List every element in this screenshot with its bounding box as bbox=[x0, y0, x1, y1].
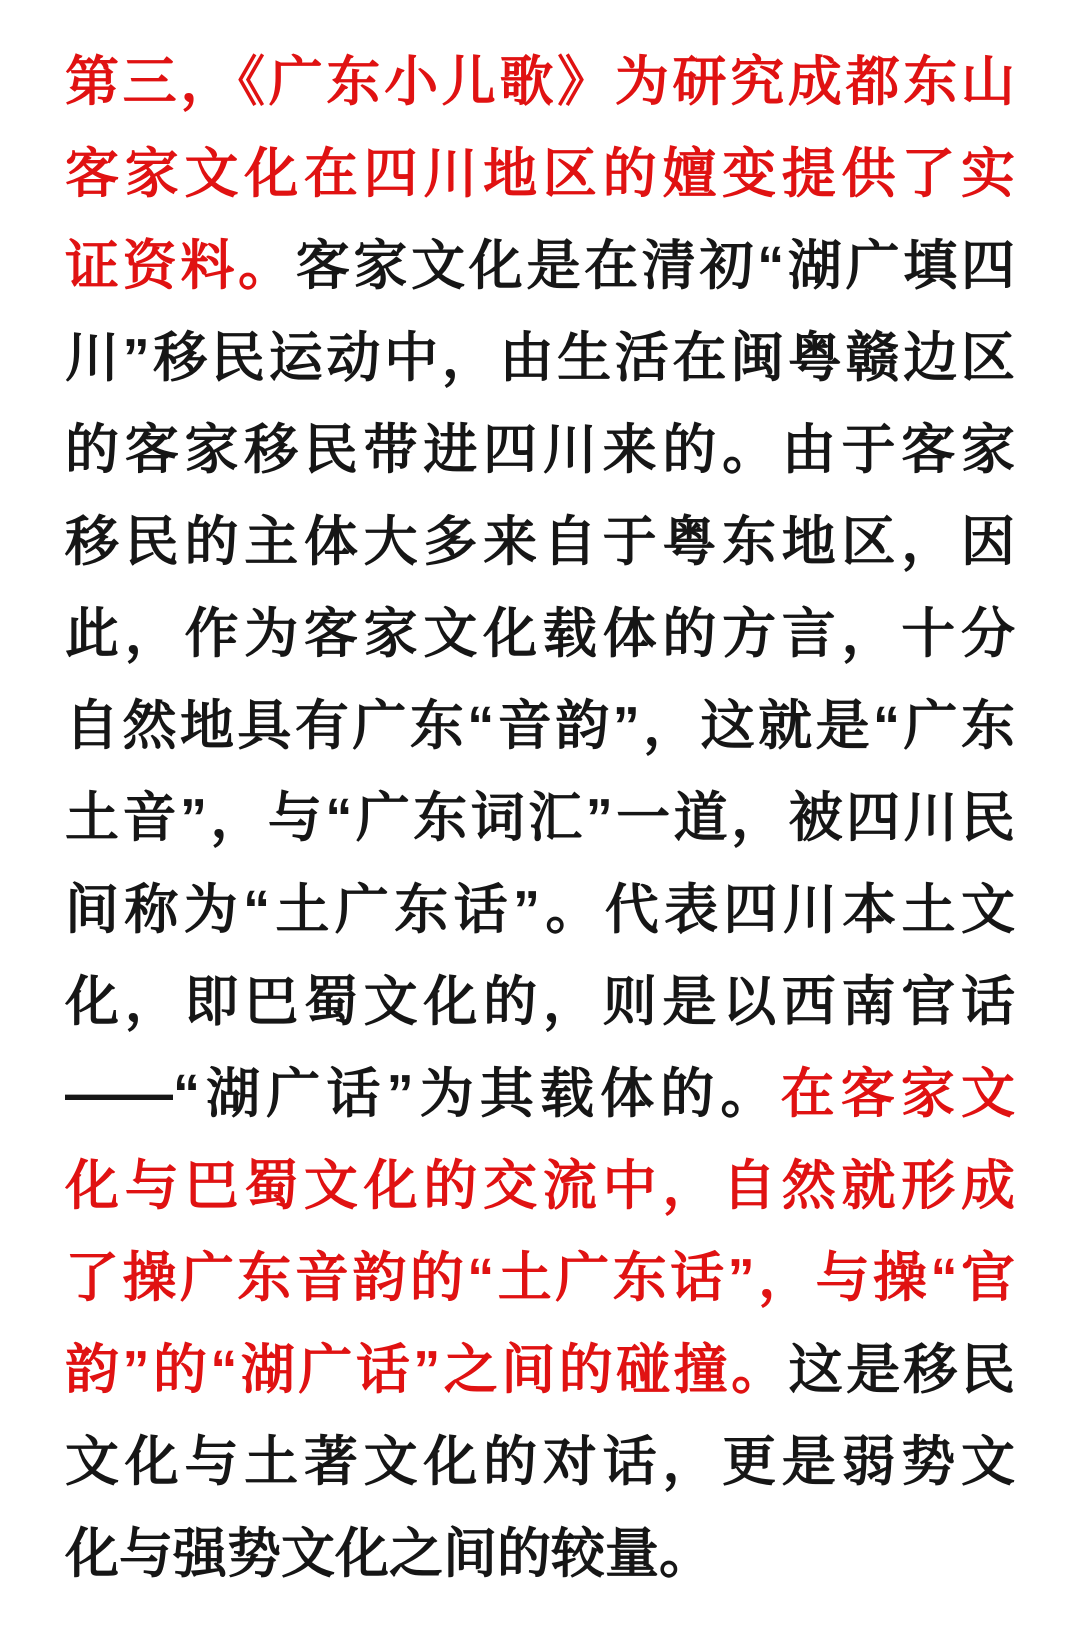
text-segment-black: 文化与土著文化的对话，更是弱势文 bbox=[65, 1432, 1015, 1492]
text-line bbox=[65, 772, 1015, 864]
text-segment-black: 土音”，与“广东词汇”一道，被四川民 bbox=[65, 788, 1015, 848]
text-segment-red: 韵”的“湖广话”之间的碰撞。 bbox=[65, 1340, 789, 1400]
text-line bbox=[65, 680, 1015, 772]
text-line bbox=[65, 128, 1015, 220]
paragraph-text-block bbox=[65, 36, 1015, 1600]
text-segment-red: 在客家文 bbox=[780, 1064, 1016, 1124]
text-segment-red: 化与巴蜀文化的交流中，自然就形成 bbox=[65, 1156, 1015, 1216]
text-line bbox=[65, 496, 1015, 588]
text-segment-black: 的客家移民带进四川来的。由于客家 bbox=[65, 420, 1015, 480]
text-segment-red: 了操广东音韵的“土广东话”，与操“官 bbox=[65, 1248, 1015, 1308]
text-segment-black: 客家文化是在清初“湖广填四 bbox=[295, 236, 1015, 296]
text-line bbox=[65, 1232, 1015, 1324]
text-segment-black: 间称为“土广东话”。代表四川本土文 bbox=[65, 880, 1015, 940]
text-line bbox=[65, 1048, 1015, 1140]
text-line bbox=[65, 1416, 1015, 1508]
text-segment-red: 客家文化在四川地区的嬗变提供了实 bbox=[65, 144, 1015, 204]
text-segment-black: ——“湖广话”为其载体的。 bbox=[65, 1064, 781, 1124]
text-line bbox=[65, 404, 1015, 496]
text-line bbox=[65, 220, 1015, 312]
text-line bbox=[65, 1324, 1015, 1416]
text-line bbox=[65, 1140, 1015, 1232]
text-line bbox=[65, 864, 1015, 956]
text-segment-red: 第三，《广东小儿歌》为研究成都东山 bbox=[65, 52, 1015, 112]
text-line bbox=[65, 312, 1015, 404]
text-line bbox=[65, 956, 1015, 1048]
text-segment-black: 川”移民运动中，由生活在闽粤赣边区 bbox=[65, 328, 1015, 388]
text-segment-black: 这是移民 bbox=[788, 1340, 1016, 1400]
text-line bbox=[65, 1508, 1015, 1600]
text-line bbox=[65, 36, 1015, 128]
text-segment-black: 自然地具有广东“音韵”，这就是“广东 bbox=[65, 696, 1015, 756]
text-line bbox=[65, 588, 1015, 680]
text-segment-black: 化与强势文化之间的较量。 bbox=[65, 1524, 713, 1584]
text-segment-red: 证资料。 bbox=[65, 236, 296, 296]
text-segment-black: 此，作为客家文化载体的方言，十分 bbox=[65, 604, 1015, 664]
text-segment-black: 移民的主体大多来自于粤东地区，因 bbox=[65, 512, 1015, 572]
text-segment-black: 化，即巴蜀文化的，则是以西南官话 bbox=[65, 972, 1015, 1032]
